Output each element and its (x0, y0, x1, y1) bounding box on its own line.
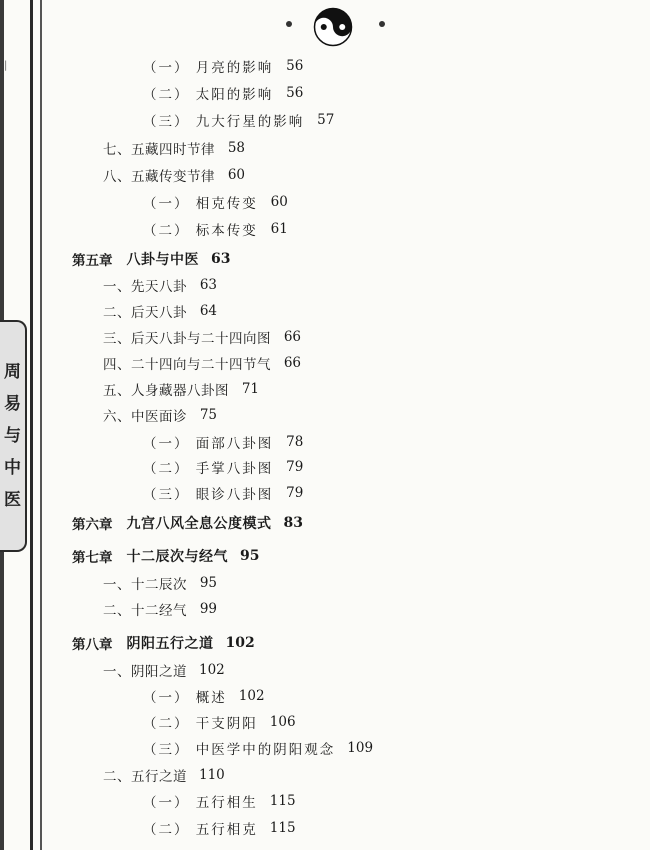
toc-page-number: 63 (211, 251, 231, 267)
toc-entry-title: 八、五藏传变节律 (103, 169, 215, 185)
toc-entry-title: （一） 概述 (143, 690, 227, 706)
toc-entry-title: 一、阴阳之道 (103, 664, 187, 680)
toc-page-number: 102 (199, 662, 225, 678)
toc-entry-title: 九宫八风全息公度模式 (126, 516, 272, 532)
toc-page-number: 57 (317, 112, 335, 128)
toc-page-number: 60 (270, 194, 288, 210)
header-dot-left (286, 21, 292, 27)
toc-page-number: 61 (270, 221, 288, 237)
toc-page-number: 95 (240, 548, 260, 564)
chapter-number: 第五章 (72, 253, 113, 269)
toc-entry-title: （三） 九大行星的影响 (143, 114, 305, 130)
toc-page-number: 110 (199, 767, 225, 783)
toc-page-number: 106 (269, 714, 296, 730)
binding-line-inner (40, 0, 42, 850)
toc-entry-title: （二） 标本传变 (143, 223, 258, 239)
toc-page-number: 102 (238, 688, 265, 704)
toc-page-number: 102 (225, 635, 255, 651)
chapter-number: 第六章 (72, 517, 113, 533)
chapter-number: 第八章 (72, 637, 113, 653)
yin-yang-icon (313, 7, 353, 47)
toc-entry-title: （二） 太阳的影响 (143, 87, 274, 103)
chapter-number: 第七章 (72, 550, 113, 566)
toc-page-number: 71 (241, 381, 259, 397)
spine-char: 周 (4, 362, 21, 382)
toc-entry-title: （一） 月亮的影响 (143, 60, 274, 76)
spine-char: 与 (4, 426, 21, 446)
toc-entry-title: 三、后天八卦与二十四向图 (103, 331, 271, 347)
toc-page-number: 79 (286, 485, 304, 501)
toc-entry-title: （三） 中医学中的阴阳观念 (143, 742, 336, 758)
toc-page-number: 99 (199, 601, 217, 617)
toc-entry-title: 八卦与中医 (126, 252, 199, 268)
toc-page-number: 115 (269, 820, 296, 836)
spine-char: 易 (4, 394, 21, 414)
toc-entry-title: （二） 手掌八卦图 (143, 461, 274, 477)
toc-page-number: 56 (286, 58, 304, 74)
binding-line (30, 0, 33, 850)
toc-page-number: 66 (283, 329, 301, 345)
toc-page-number: 75 (199, 407, 217, 423)
toc-entry-title: （一） 五行相生 (143, 795, 258, 811)
toc-entry-title: 十二辰次与经气 (126, 549, 228, 565)
toc-entry-title: 二、十二经气 (103, 603, 187, 619)
toc-entry-title: 二、五行之道 (103, 769, 187, 785)
toc-entry-title: 阴阳五行之道 (126, 636, 214, 652)
toc-entry-title: 二、后天八卦 (103, 305, 187, 321)
toc-entry-title: （二） 五行相克 (143, 822, 258, 838)
toc-page-number: 66 (283, 355, 301, 371)
toc-entry-title: 七、五藏四时节律 (103, 142, 215, 158)
toc-page-number: 63 (199, 277, 217, 293)
toc-entry-title: 一、先天八卦 (103, 279, 187, 295)
toc-entry-title: 六、中医面诊 (103, 409, 187, 425)
toc-page-number: 64 (199, 303, 217, 319)
toc-page-number: 109 (347, 740, 374, 756)
toc-page-number: 95 (199, 575, 217, 591)
spine-char: 医 (4, 490, 21, 510)
toc-entry-title: 五、人身藏器八卦图 (103, 383, 229, 399)
toc-entry-title: （一） 相克传变 (143, 196, 258, 212)
toc-entry-title: 一、十二辰次 (103, 577, 187, 593)
toc-page-number: 56 (286, 85, 304, 101)
toc-page-number: 60 (227, 167, 245, 183)
spine-char: 中 (4, 458, 21, 478)
toc-page-number: 79 (286, 459, 304, 475)
toc-page-number: 83 (283, 515, 303, 531)
toc-page-number: 115 (269, 793, 296, 809)
toc-entry-title: 四、二十四向与二十四节气 (103, 357, 271, 373)
toc-page-number: 78 (286, 434, 304, 450)
edge-mark: | (4, 60, 8, 71)
toc-entry-title: （二） 干支阴阳 (143, 716, 258, 732)
spine-title-tab (0, 320, 27, 552)
toc-entry-title: （一） 面部八卦图 (143, 436, 274, 452)
toc-entry-title: （三） 眼诊八卦图 (143, 487, 274, 503)
header-dot-right (379, 21, 385, 27)
toc-page-number: 58 (227, 140, 245, 156)
